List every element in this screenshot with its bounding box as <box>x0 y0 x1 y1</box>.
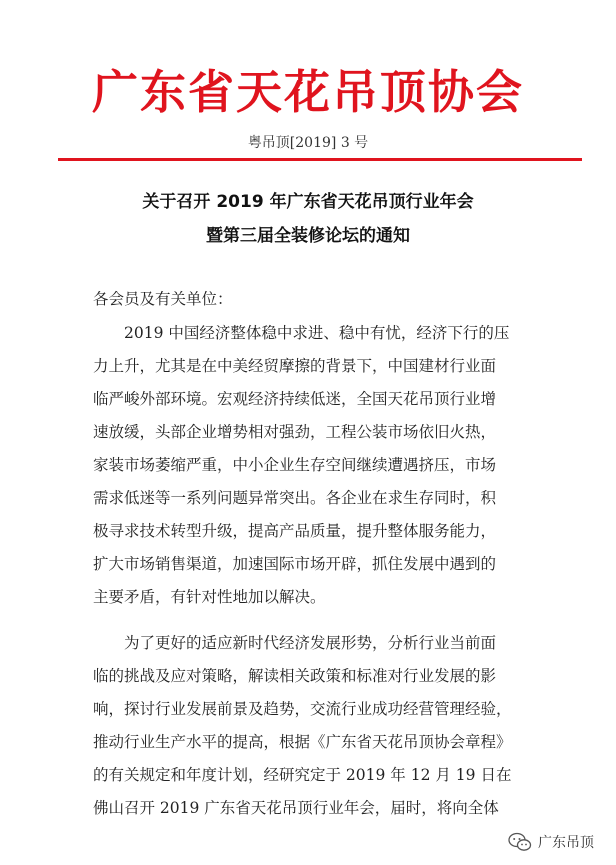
wechat-watermark <box>508 832 594 852</box>
body-line: 需求低迷等一系列问题异常突出。各企业在求生存同时，积 <box>93 489 497 507</box>
document-number: 粤吊顶[2019] 3 号 <box>247 135 369 151</box>
body-line: 为了更好的适应新时代经济发展形势，分析行业当前面 <box>124 634 497 652</box>
body-line: 极寻求技术转型升级，提高产品质量，提升整体服务能力， <box>93 522 497 540</box>
body-line: 推动行业生产水平的提高，根据《广东省天花吊顶协会章程》 <box>93 733 512 751</box>
body-line: 家装市场萎缩严重，中小企业生存空间继续遭遇挤压，市场 <box>93 456 497 474</box>
body-line: 力上升，尤其是在中美经贸摩擦的背景下，中国建材行业面 <box>93 357 497 375</box>
watermark-text: 广东吊顶 <box>538 835 594 851</box>
notice-title-line-1: 关于召开 2019 年广东省天花吊顶行业年会 <box>142 192 474 212</box>
body-line: 临的挑战及应对策略，解读相关政策和标准对行业发展的影 <box>93 667 497 685</box>
salutation: 各会员及有关单位： <box>93 290 233 308</box>
notice-title-line-2: 暨第三届全装修论坛的通知 <box>206 226 410 246</box>
body-line: 主要矛盾，有针对性地加以解决。 <box>93 588 326 606</box>
body-line: 2019 中国经济整体稳中求进、稳中有忧，经济下行的压 <box>124 324 510 342</box>
body-line: 临严峻外部环境。宏观经济持续低迷，全国天花吊顶行业增 <box>93 390 497 408</box>
red-divider <box>58 158 582 161</box>
body-line: 的有关规定和年度计划，经研究定于 2019 年 12 月 19 日在 <box>93 766 512 784</box>
body-line: 响，探讨行业发展前景及趋势，交流行业成功经营管理经验， <box>93 700 512 718</box>
org-title: 广东省天花吊顶协会 <box>92 65 524 119</box>
body-line: 速放缓，头部企业增势相对强劲，工程公装市场依旧火热， <box>93 423 497 441</box>
body-line: 扩大市场销售渠道，加速国际市场开辟，抓住发展中遇到的 <box>93 555 497 573</box>
body-line: 佛山召开 2019 广东省天花吊顶行业年会，届时，将向全体 <box>93 799 499 817</box>
wechat-icon <box>508 832 532 852</box>
